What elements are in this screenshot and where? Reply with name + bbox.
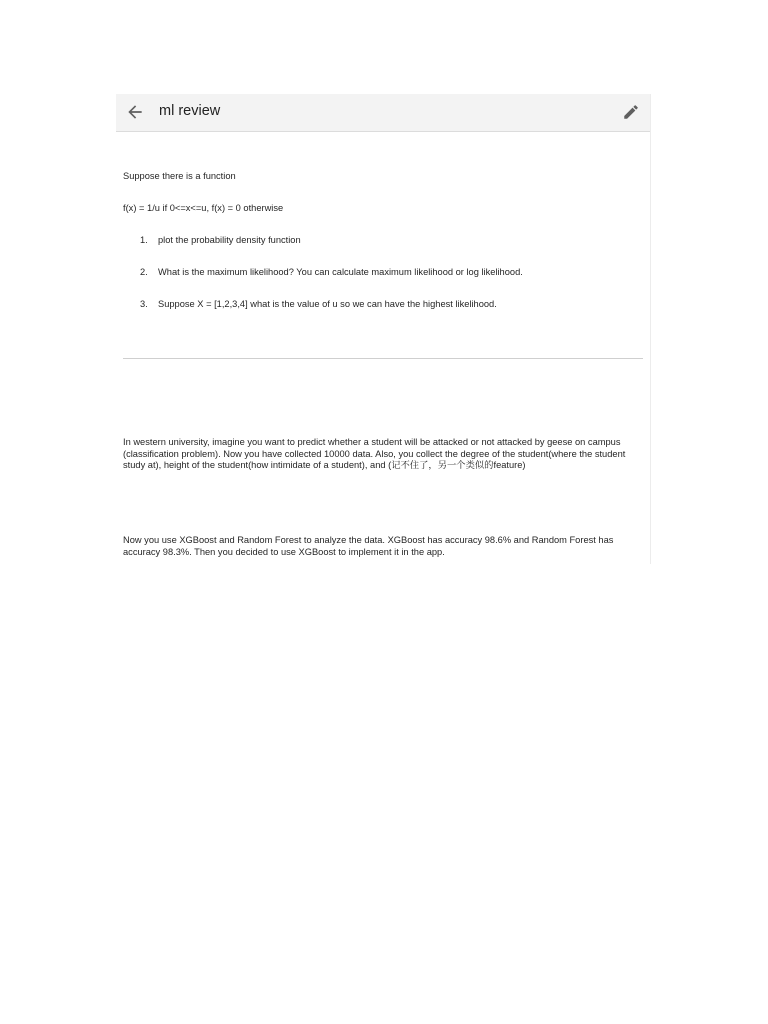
- section-divider: [123, 358, 643, 359]
- pencil-icon: [622, 103, 640, 121]
- list-item-number: 3.: [140, 299, 148, 309]
- list-item-text: What is the maximum likelihood? You can calculate maximum likelihood or log likelihood.: [158, 267, 523, 277]
- function-definition: f(x) = 1/u if 0<=x<=u, f(x) = 0 otherwise: [123, 203, 284, 213]
- intro-text: Suppose there is a function: [123, 171, 236, 181]
- list-item: [140, 267, 523, 299]
- list-item: [140, 235, 523, 267]
- model-paragraph: Now you use XGBoost and Random Forest to analyze the data. XGBoost has accuracy 98.6% and Random Forest has accuracy 98.3%. Then you decided to use XGBoost to implement it in the app.: [123, 535, 614, 557]
- list-item-number: 1.: [140, 235, 148, 245]
- edit-button[interactable]: [622, 103, 640, 121]
- page-title: ml review: [159, 103, 221, 119]
- list-item-number: 2.: [140, 267, 148, 277]
- note-window: [116, 94, 651, 564]
- question-list: [140, 235, 523, 331]
- arrow-left-icon: [125, 102, 145, 122]
- list-item-text: Suppose X = [1,2,3,4] what is the value of u so we can have the highest likelihood.: [158, 299, 497, 309]
- scenario-paragraph: In western university, imagine you want to predict whether a student will be attacked or not attacked by geese on campus (classification problem). Now you have collected 10000 data. Also, you collect the degree of the student(where the student study at), height of the student(how intimidate of a student), and (记不住了，另一个类似的feature): [123, 437, 626, 470]
- top-bar: [116, 94, 650, 132]
- back-button[interactable]: [125, 102, 145, 122]
- list-item-text: plot the probability density function: [158, 235, 301, 245]
- list-item: [140, 299, 523, 331]
